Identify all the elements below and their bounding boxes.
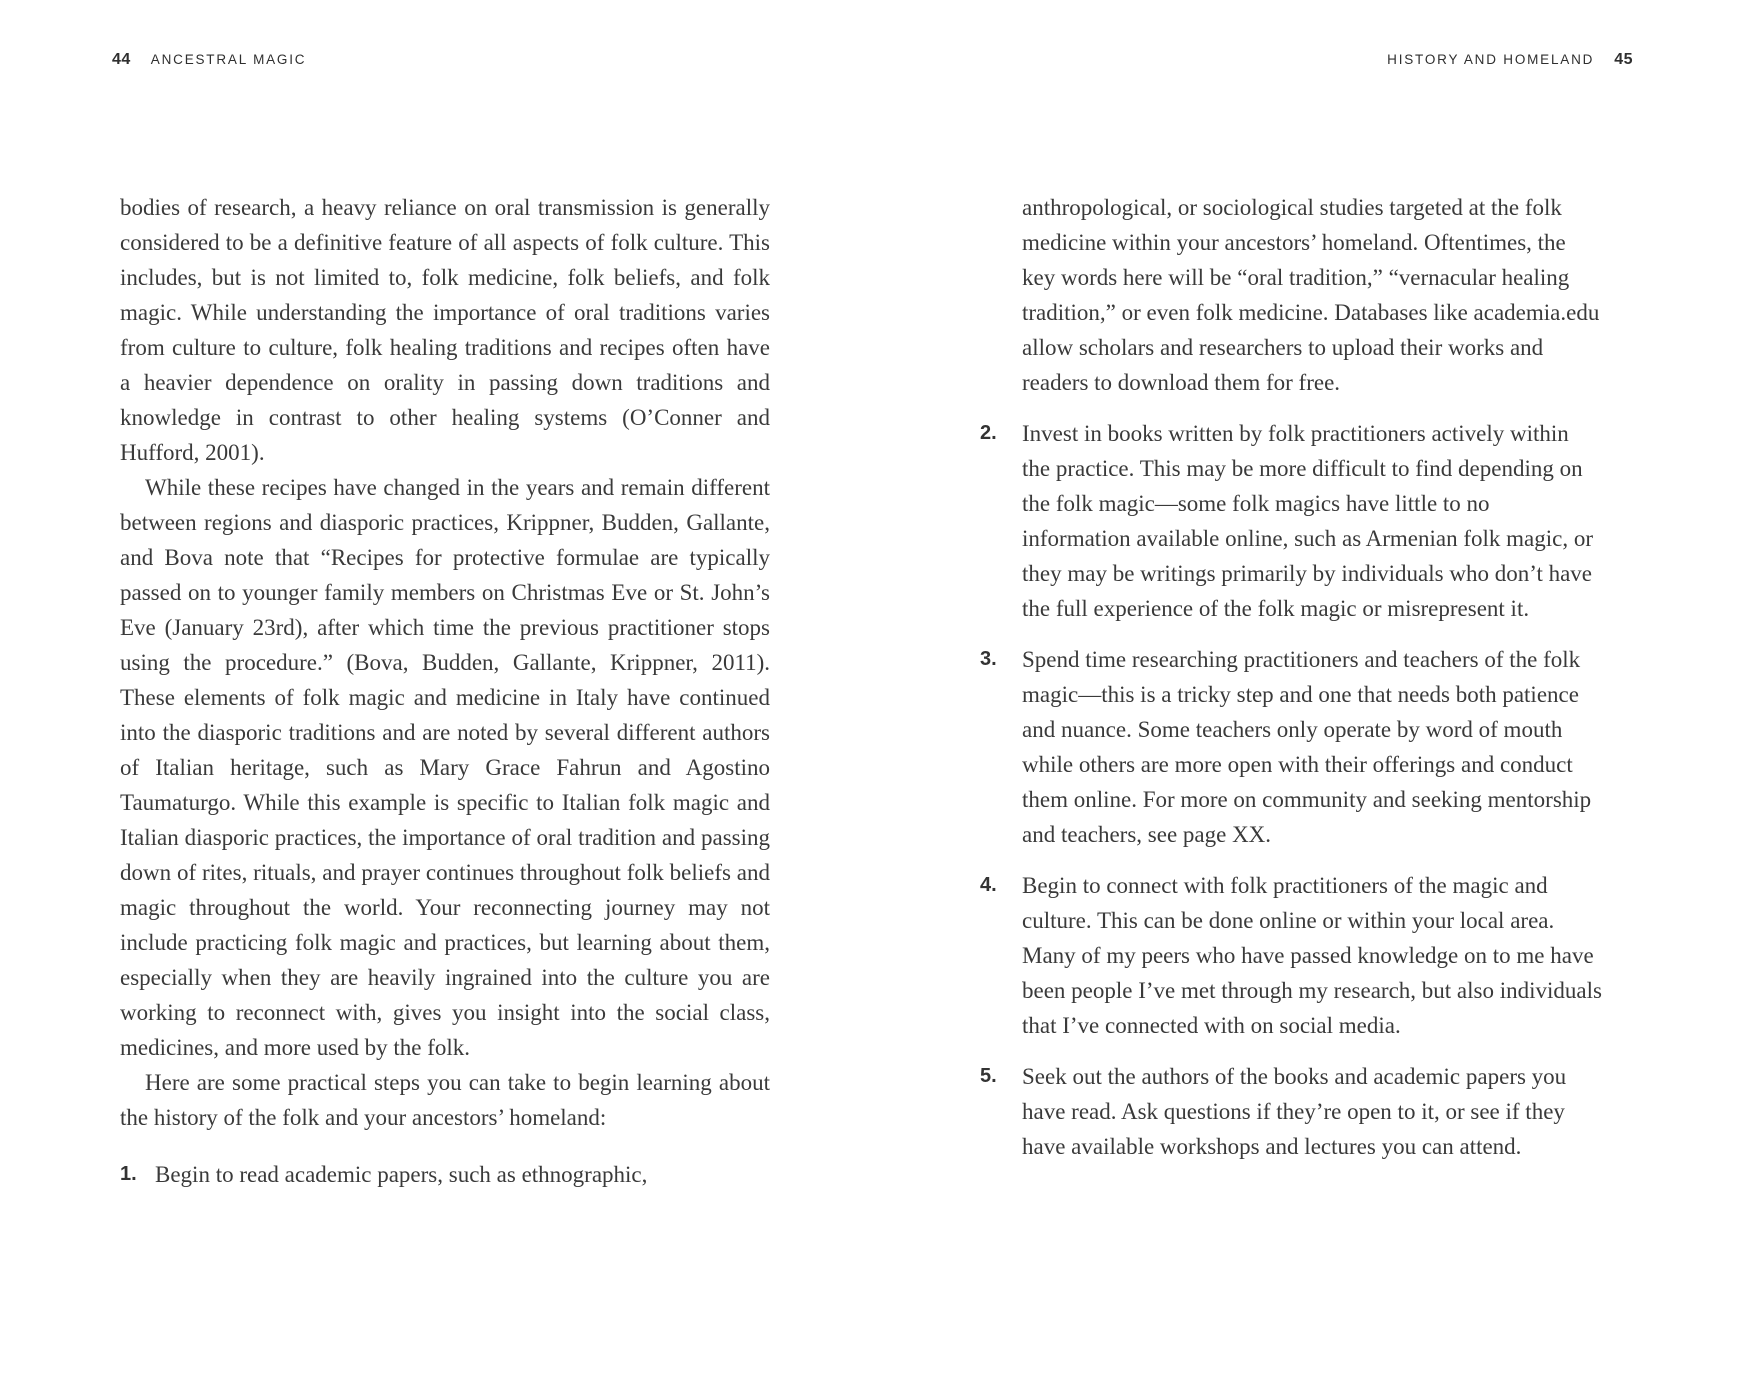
paragraph-recipes: While these recipes have changed in the years and remain different between regions and diasporic practices, Krippner, Budden, Gallante, and Bova note that “Recipes for protective formulae are typically passed on to younger family members on Christmas Eve or St. John’s Eve (January 23rd), after which time the previous practitioner stops using the procedure.” (Bova, Budden, Gallante, Krippner, 2011). These elements of folk magic and medicine in Italy have continued into the diasporic traditions and are noted by several different authors of Italian heritage, such as Mary Grace Fahrun and Agostino Taumaturgo. While this example is specific to Italian folk magic and Italian diasporic practices, the importance of oral tradition and passing down of rites, rituals, and prayer continues throughout folk beliefs and magic throughout the world. Your reconnecting journey may not include practicing folk magic and practices, but learning about them, especially when they are heavily ingrained into the culture you are working to reconnect with, gives you insight into the social class, medicines, and more used by the folk.: [120, 475, 770, 1060]
list-number-4: 4.: [980, 874, 997, 896]
left-page-body: [120, 190, 770, 1192]
left-running-head-title: ANCESTRAL MAGIC: [150, 52, 307, 67]
left-running-head: [112, 51, 306, 69]
list-number-3: 3.: [980, 648, 997, 670]
list-item-3-text: Spend time researching practitioners and teachers of the folk magic—this is a tricky step and one that needs both patience and nuance. Some teachers only operate by word of mouth while others are more open with their offerings and conduct them online. For more on community and seeking mentorship and teachers, see page XX.: [1022, 647, 1592, 847]
left-page-number: 44: [112, 51, 131, 68]
right-running-head: [1387, 51, 1633, 69]
paragraph-practical-steps-intro: Here are some practical steps you can take to begin learning about the history of the folk and your ancestors’ homeland:: [120, 1070, 770, 1130]
list-item-3: [980, 642, 1602, 852]
list-item-4-text: Begin to connect with folk practitioners of the magic and culture. This can be done online or within your local area. Many of my peers who have passed knowledge on to me have been people I’ve met through my research, but also individuals that I’ve connected with on social media.: [1022, 873, 1602, 1038]
list-item-1-text: Begin to read academic papers, such as ethnographic,: [155, 1162, 648, 1187]
list-number-2: 2.: [980, 422, 997, 444]
list-item-1-continuation: anthropological, or sociological studies targeted at the folk medicine within your ancestors’ homeland. Oftentimes, the key words here will be “oral tradition,” “vernacular healing tradition,” or even folk medicine. Databases like academia.edu allow scholars and researchers to upload their works and readers to download them for free.: [1022, 195, 1600, 395]
list-item-5: [980, 1059, 1602, 1164]
list-item-2: [980, 416, 1602, 626]
list-number-5: 5.: [980, 1065, 997, 1087]
list-item-2-text: Invest in books written by folk practitioners actively within the practice. This may be more difficult to find depending on the folk magic—some folk magics have little to no information available online, such as Armenian folk magic, or they may be writings primarily by individuals who don’t have the full experience of the folk magic or misrepresent it.: [1022, 421, 1594, 621]
list-item-4: [980, 868, 1602, 1043]
list-item-5-text: Seek out the authors of the books and academic papers you have read. Ask questions if they’re open to it, or see if they have available workshops and lectures you can attend.: [1022, 1064, 1567, 1159]
list-number-1: 1.: [120, 1163, 137, 1185]
right-running-head-title: HISTORY AND HOMELAND: [1387, 52, 1595, 67]
right-page-body: [980, 190, 1602, 1164]
list-item-1: [120, 1157, 770, 1192]
right-page-number: 45: [1614, 51, 1633, 68]
paragraph-oral-transmission: bodies of research, a heavy reliance on oral transmission is generally considered to be a definitive feature of all aspects of folk culture. This includes, but is not limited to, folk medicine, folk beliefs, and folk magic. While understanding the importance of oral traditions varies from culture to culture, folk healing traditions and recipes often have a heavier dependence on orality in passing down traditions and knowledge in contrast to other healing systems (O’Conner and Hufford, 2001).: [120, 195, 770, 465]
